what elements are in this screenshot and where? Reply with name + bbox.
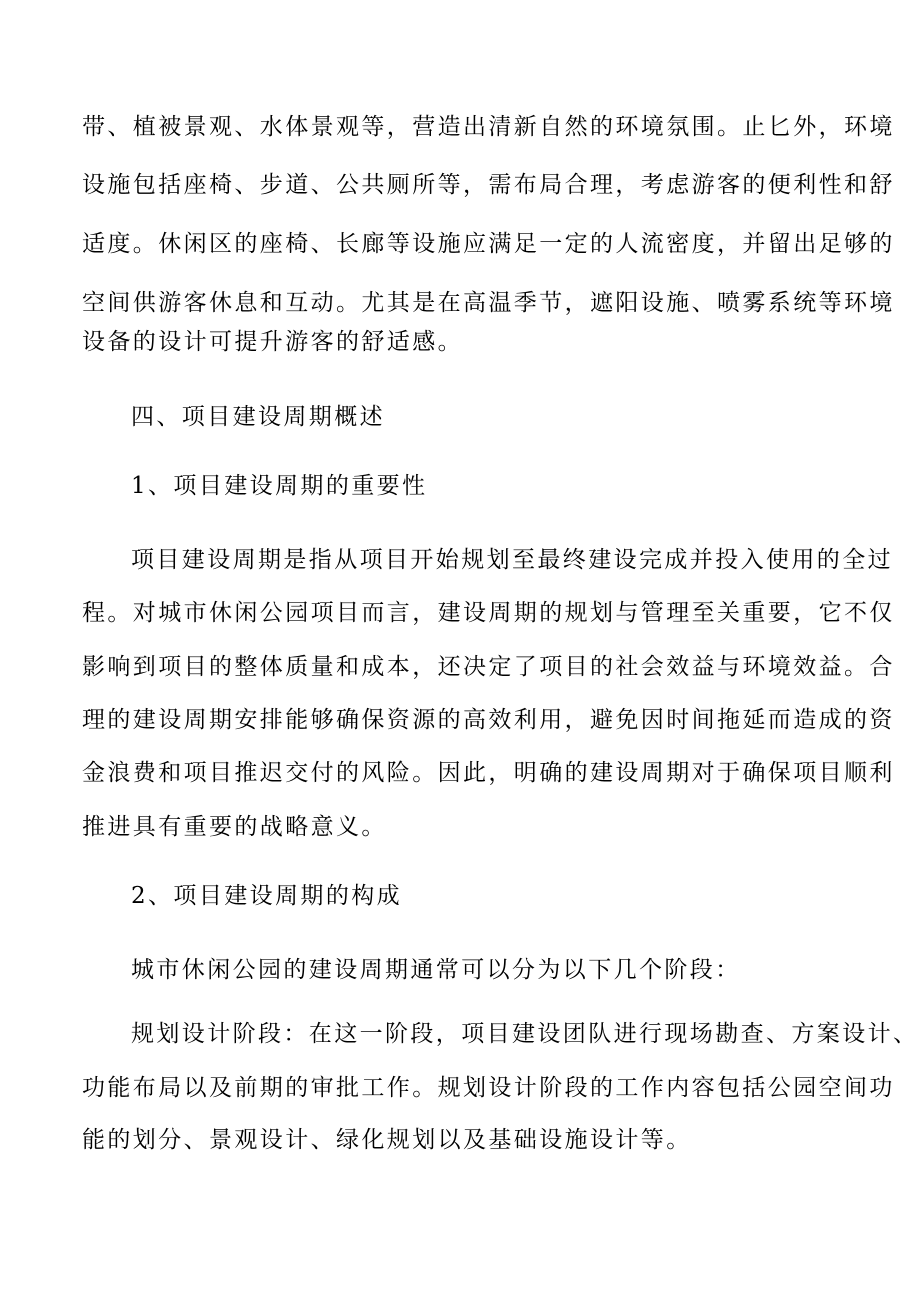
text-line: 规划设计阶段：在这一阶段，项目建设团队进行现场勘查、方案设计、: [131, 1021, 919, 1047]
subsection-heading: 1、项目建设周期的重要性: [131, 473, 428, 499]
text-line: 适度。休闲区的座椅、长廊等设施应满足一定的人流密度，并留出足够的: [82, 231, 895, 257]
text-line: 金浪费和项目推迟交付的风险。因此，明确的建设周期对于确保项目顺利: [82, 760, 895, 786]
text-line: 设备的设计可提升游客的舒适感。: [82, 329, 463, 355]
text-line: 推进具有重要的战略意义。: [82, 814, 387, 840]
subsection-heading: 2、项目建设周期的构成: [131, 883, 403, 909]
text-line: 空间供游客休息和互动。尤其是在高温季节，遮阳设施、喷雾系统等环境: [82, 290, 895, 316]
text-line: 城市休闲公园的建设周期通常可以分为以下几个阶段：: [131, 957, 741, 983]
text-line: 带、植被景观、水体景观等，营造出清新自然的环境氛围。止匕外，环境: [82, 114, 895, 140]
text-line: 设施包括座椅、步道、公共厕所等，需布局合理，考虑游客的便利性和舒: [82, 172, 895, 198]
section-heading: 四、项目建设周期概述: [131, 404, 385, 430]
text-line: 功能布局以及前期的审批工作。规划设计阶段的工作内容包括公园空间功: [82, 1075, 895, 1101]
text-line: 能的划分、景观设计、绿化规划以及基础设施设计等。: [82, 1127, 692, 1153]
text-line: 项目建设周期是指从项目开始规划至最终建设完成并投入使用的全过: [131, 547, 893, 573]
text-line: 程。对城市休闲公园项目而言，建设周期的规划与管理至关重要，它不仅: [82, 600, 895, 626]
text-line: 影响到项目的整体质量和成本，还决定了项目的社会效益与环境效益。合: [82, 654, 895, 680]
text-line: 理的建设周期安排能够确保资源的高效利用，避免因时间拖延而造成的资: [82, 707, 895, 733]
